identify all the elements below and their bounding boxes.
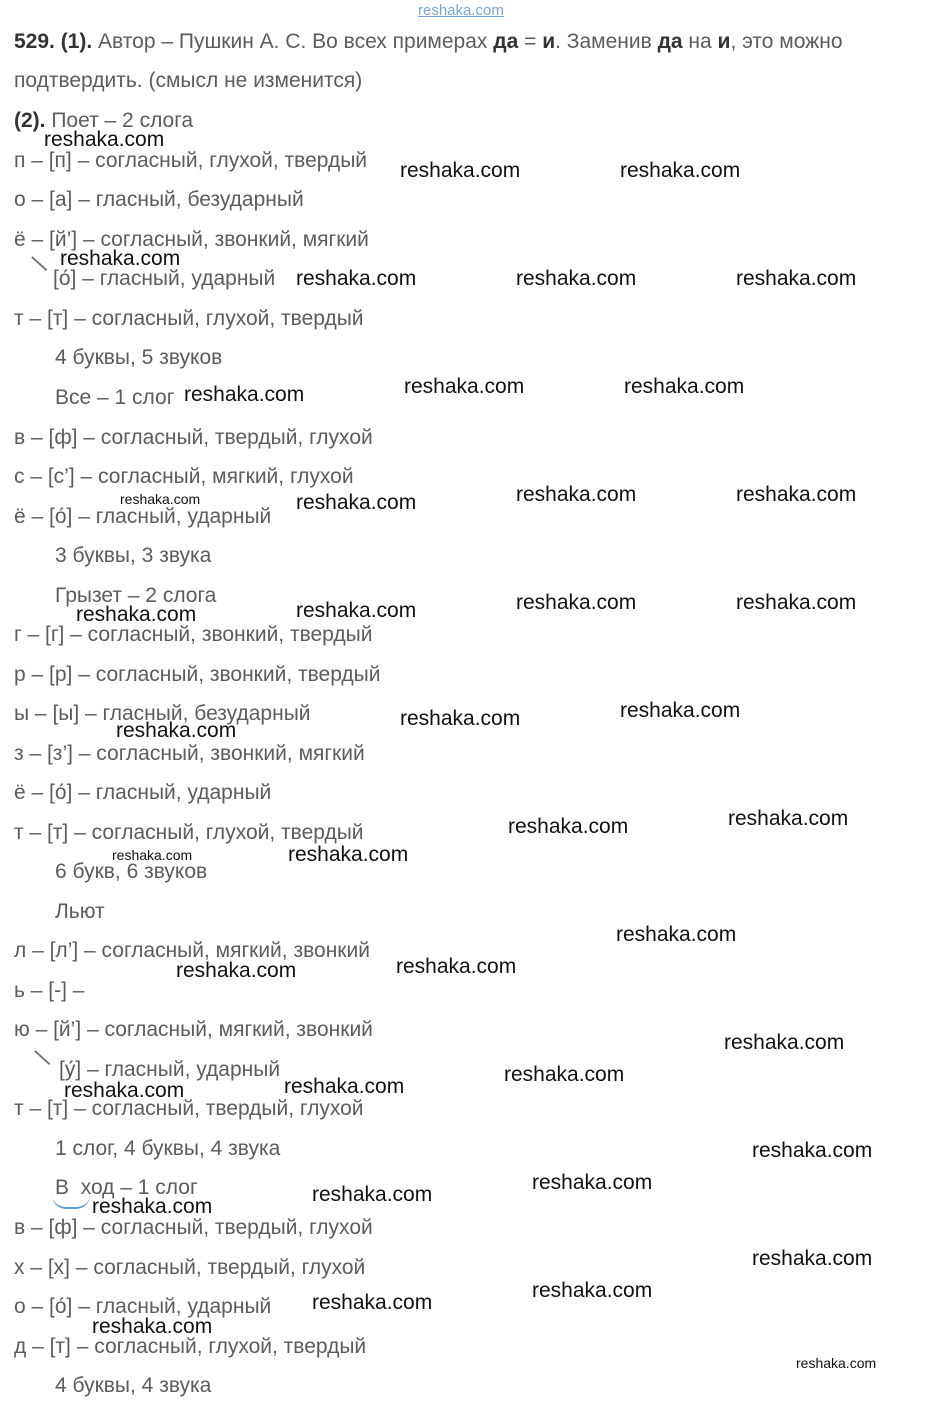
watermark: reshaka.com bbox=[296, 491, 417, 514]
word4-title: Льют bbox=[55, 900, 105, 923]
word5-prefix: В bbox=[55, 1176, 70, 1199]
word1-row: [о́] – гласный, ударный bbox=[53, 267, 276, 290]
word2-row: с – [с’] – согласный, мягкий, глухой bbox=[14, 465, 354, 488]
watermark: reshaka.com bbox=[296, 267, 417, 290]
watermark: reshaka.com bbox=[404, 375, 525, 398]
watermark: reshaka.com bbox=[532, 1279, 653, 1302]
watermark: reshaka.com bbox=[92, 1315, 213, 1338]
word3-row: з – [з’] – согласный, звонкий, мягкий bbox=[14, 742, 365, 765]
watermark: reshaka.com bbox=[396, 955, 517, 978]
word2-row: ё – [о́] – гласный, ударный bbox=[14, 505, 272, 528]
word4-summary: 1 слог, 4 буквы, 4 звука bbox=[55, 1137, 281, 1160]
watermark: reshaka.com bbox=[284, 1075, 405, 1098]
watermark: reshaka.com bbox=[752, 1247, 873, 1270]
watermark: reshaka.com bbox=[736, 267, 857, 290]
watermark: reshaka.com bbox=[516, 591, 637, 614]
word5-row: в – [ф] – согласный, твердый, глухой bbox=[14, 1216, 373, 1239]
prefix-arc-icon bbox=[52, 1195, 90, 1209]
word3-title: Грызет – 2 слога bbox=[55, 584, 217, 607]
word3-summary: 6 букв, 6 звуков bbox=[55, 860, 208, 883]
header-text-3: на bbox=[682, 30, 718, 53]
watermark: reshaka.com bbox=[728, 807, 849, 830]
word1-row: ё – [й’] – согласный, звонкий, мягкий bbox=[14, 228, 369, 251]
watermark: reshaka.com bbox=[76, 603, 197, 626]
watermark: reshaka.com bbox=[120, 491, 201, 507]
watermark: reshaka.com bbox=[176, 959, 297, 982]
arrow-mark-icon bbox=[34, 1050, 50, 1064]
watermark: reshaka.com bbox=[736, 483, 857, 506]
header-bold-da-2: да bbox=[657, 30, 683, 53]
watermark: reshaka.com bbox=[532, 1171, 653, 1194]
watermark: reshaka.com bbox=[288, 843, 409, 866]
watermark: reshaka.com bbox=[516, 483, 637, 506]
watermark: reshaka.com bbox=[400, 159, 521, 182]
word2-row: в – [ф] – согласный, твердый, глухой bbox=[14, 426, 373, 449]
word1-row: т – [т] – согласный, глухой, твердый bbox=[14, 307, 364, 330]
header-text-1: Автор – Пушкин А. С. Во всех примерах bbox=[92, 30, 494, 53]
header-text-2: . Заменив bbox=[555, 30, 658, 53]
watermark: reshaka.com bbox=[418, 2, 504, 19]
word5-row: о – [о́] – гласный, ударный bbox=[14, 1295, 272, 1318]
task-header-line-1 bbox=[14, 29, 843, 55]
header-text-4: , это можно bbox=[730, 30, 843, 53]
part2-label: (2). bbox=[14, 109, 46, 132]
word1-row: о – [а] – гласный, безударный bbox=[14, 188, 304, 211]
word1-row: п – [п] – согласный, глухой, твердый bbox=[14, 149, 368, 172]
watermark: reshaka.com bbox=[736, 591, 857, 614]
watermark: reshaka.com bbox=[620, 699, 741, 722]
watermark: reshaka.com bbox=[112, 847, 193, 863]
word1-title: Поет – 2 слога bbox=[45, 109, 194, 132]
watermark: reshaka.com bbox=[312, 1183, 433, 1206]
watermark: reshaka.com bbox=[116, 719, 237, 742]
watermark: reshaka.com bbox=[44, 128, 165, 151]
word4-row: ь – [-] – bbox=[14, 979, 85, 1002]
watermark: reshaka.com bbox=[796, 1355, 877, 1371]
word5-summary: 4 буквы, 4 звука bbox=[55, 1374, 212, 1397]
watermark: reshaka.com bbox=[92, 1195, 213, 1218]
word5-row: д – [т] – согласный, глухой, твердый bbox=[14, 1335, 367, 1358]
watermark: reshaka.com bbox=[504, 1063, 625, 1086]
word3-row: ё – [о́] – гласный, ударный bbox=[14, 781, 272, 804]
word2-summary: 3 буквы, 3 звука bbox=[55, 544, 212, 567]
watermark: reshaka.com bbox=[508, 815, 629, 838]
word5-root: ход – 1 слог bbox=[80, 1176, 198, 1199]
watermark: reshaka.com bbox=[620, 159, 741, 182]
watermark: reshaka.com bbox=[60, 247, 181, 270]
word4-row: т – [т] – согласный, твердый, глухой bbox=[14, 1097, 364, 1120]
task-header-line-2: подтвердить. (смысл не изменится) bbox=[14, 69, 363, 92]
word5-row: х – [х] – согласный, твердый, глухой bbox=[14, 1256, 366, 1279]
watermark: reshaka.com bbox=[296, 599, 417, 622]
word3-row: р – [р] – согласный, звонкий, твердый bbox=[14, 663, 381, 686]
arrow-mark-icon bbox=[31, 256, 47, 270]
watermark: reshaka.com bbox=[616, 923, 737, 946]
watermark: reshaka.com bbox=[752, 1139, 873, 1162]
word3-row: ы – [ы] – гласный, безударный bbox=[14, 702, 311, 725]
watermark: reshaka.com bbox=[624, 375, 745, 398]
watermark: reshaka.com bbox=[312, 1291, 433, 1314]
header-bold-i: и bbox=[542, 30, 556, 53]
header-bold-i-2: и bbox=[717, 30, 731, 53]
word2-title: Все – 1 слог bbox=[55, 386, 175, 409]
word4-row: [у́] – гласный, ударный bbox=[59, 1058, 281, 1081]
word3-row: т – [т] – согласный, глухой, твердый bbox=[14, 821, 364, 844]
word4-row: л – [л’] – согласный, мягкий, звонкий bbox=[14, 939, 370, 962]
header-eq: = bbox=[518, 30, 543, 53]
watermark: reshaka.com bbox=[400, 707, 521, 730]
word1-summary: 4 буквы, 5 звуков bbox=[55, 346, 223, 369]
watermark: reshaka.com bbox=[724, 1031, 845, 1054]
watermark: reshaka.com bbox=[516, 267, 637, 290]
watermark: reshaka.com bbox=[184, 383, 305, 406]
header-bold-da: да bbox=[493, 30, 519, 53]
word4-row: ю – [й’] – согласный, мягкий, звонкий bbox=[14, 1018, 373, 1041]
task-number: 529. (1). bbox=[14, 30, 93, 53]
watermark: reshaka.com bbox=[64, 1079, 185, 1102]
word3-row: г – [г] – согласный, звонкий, твердый bbox=[14, 623, 373, 646]
